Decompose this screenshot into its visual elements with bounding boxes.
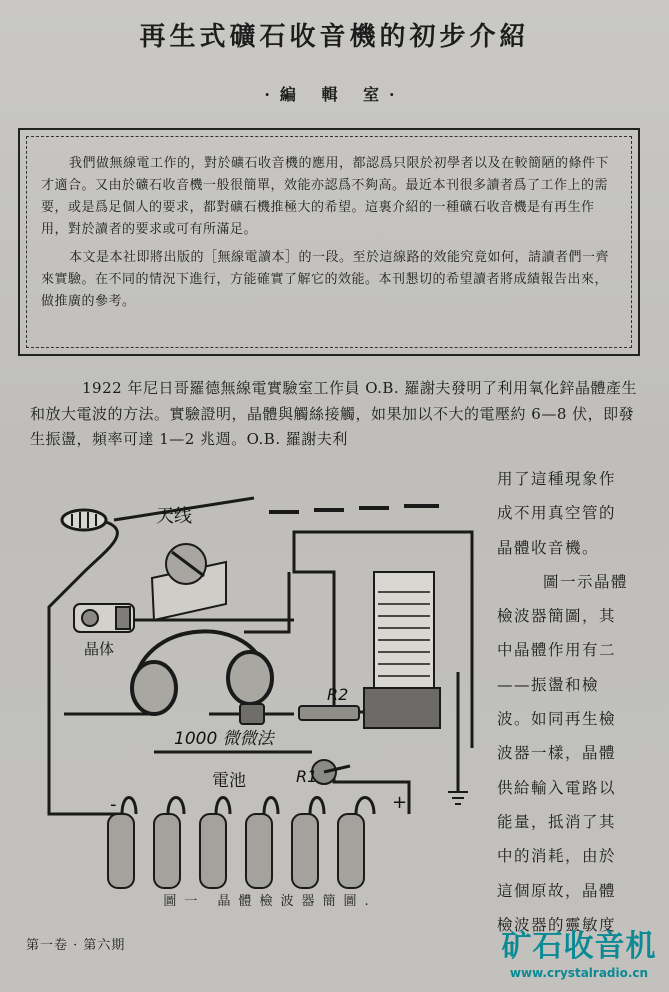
site-watermark — [494, 928, 664, 988]
variable-capacitor — [152, 544, 226, 620]
side-line: 這個原故，晶體 — [497, 881, 617, 900]
article-title: 再生式礦石收音機的初步介紹 — [139, 22, 530, 52]
battery-wire — [122, 767, 409, 814]
label-crystal: 晶体 — [84, 640, 115, 658]
label-r1: R1 — [296, 767, 318, 786]
antenna-insulator — [62, 510, 106, 530]
label-antenna: 天线 — [156, 506, 192, 527]
headphones — [132, 631, 272, 714]
antenna-lead — [49, 522, 124, 814]
side-line: 晶體收音機。 — [497, 538, 600, 557]
resistor-r2 — [299, 706, 359, 720]
battery-cells — [108, 814, 364, 888]
side-line: 檢波器的靈敏度 — [497, 915, 617, 934]
label-battery: 電池 — [212, 771, 246, 791]
side-line: 用了這種現象作 — [497, 470, 617, 488]
intro-paragraph-2: 本文是本社即將出版的［無線電讀本］的一段。至於這線路的效能究竟如何，請讀者們一齊來實驗。在不同的情況下進行，方能確實了解它的效能。本刊懇切的希望讀者將成績報告出來，做推廣的參考。 — [41, 250, 610, 309]
rheostat-r1 — [312, 760, 350, 784]
label-r2: R2 — [327, 685, 349, 704]
intro-box — [18, 128, 640, 356]
issue-footer: 第一卷 · 第六期 — [26, 938, 126, 953]
side-line: 中的消耗，由於 — [497, 847, 617, 866]
label-micro: 1000 微微法 — [174, 729, 274, 749]
byline: ·編 輯 室· — [264, 85, 405, 104]
body-text — [30, 376, 640, 453]
label-plus: + — [392, 792, 408, 813]
intro-box-inner — [26, 136, 632, 348]
intro-paragraph-1: 我們做無線電工作的，對於礦石收音機的應用，都認爲只限於初學者以及在較簡陋的條件下才適合。又由於礦石收音機一般很簡單，效能亦認爲不夠高。最近本刊很多讀者爲了工作上的需要，或是爲足個人的要求，都對礦石機推極大的希望。這裏介紹的一種礦石收音機是有再生作用，對於讀者的要求或可有所滿足。 — [41, 156, 610, 237]
side-column — [497, 462, 647, 942]
side-line: 成不用真空管的 — [497, 504, 617, 523]
coil — [364, 572, 440, 728]
label-minus: - — [110, 794, 117, 815]
side-line: 供給輸入電路以 — [497, 778, 617, 797]
watermark-url: www.crystalradio.cn — [509, 966, 649, 980]
side-line: 波。如同再生檢 — [497, 710, 617, 729]
side-line: 檢波器簡圖，其 — [497, 607, 617, 626]
body-paragraph: 1922 年尼日哥羅德無線電實驗室工作員 O.B. 羅謝夫發明了利用氧化鋅晶體產生和放大電波的方法。實驗證明，晶體與觸絲接觸，如果加以不大的電壓約 6—8 伏，即發生振盪，頻率可達 1—2 兆週。O.B. 羅謝夫利 — [30, 379, 637, 448]
side-line: 能量，抵消了其 — [497, 812, 617, 831]
side-line: 中晶體作用有二 — [497, 641, 617, 660]
capacitor-1000 — [240, 704, 264, 724]
upper-branch — [244, 572, 289, 632]
figure-caption: 圖一 晶體檢波器簡圖. — [163, 894, 377, 909]
antenna-dash — [269, 506, 439, 512]
crystal-detector — [74, 604, 134, 632]
circuit-diagram — [44, 492, 496, 912]
watermark-text: 矿石收音机 — [501, 929, 657, 964]
ground-icon — [448, 792, 468, 804]
side-line: 波器一樣，晶體 — [497, 744, 617, 763]
side-line: 圖一示晶體 — [543, 572, 629, 591]
side-line: ——振盪和檢 — [497, 675, 600, 694]
